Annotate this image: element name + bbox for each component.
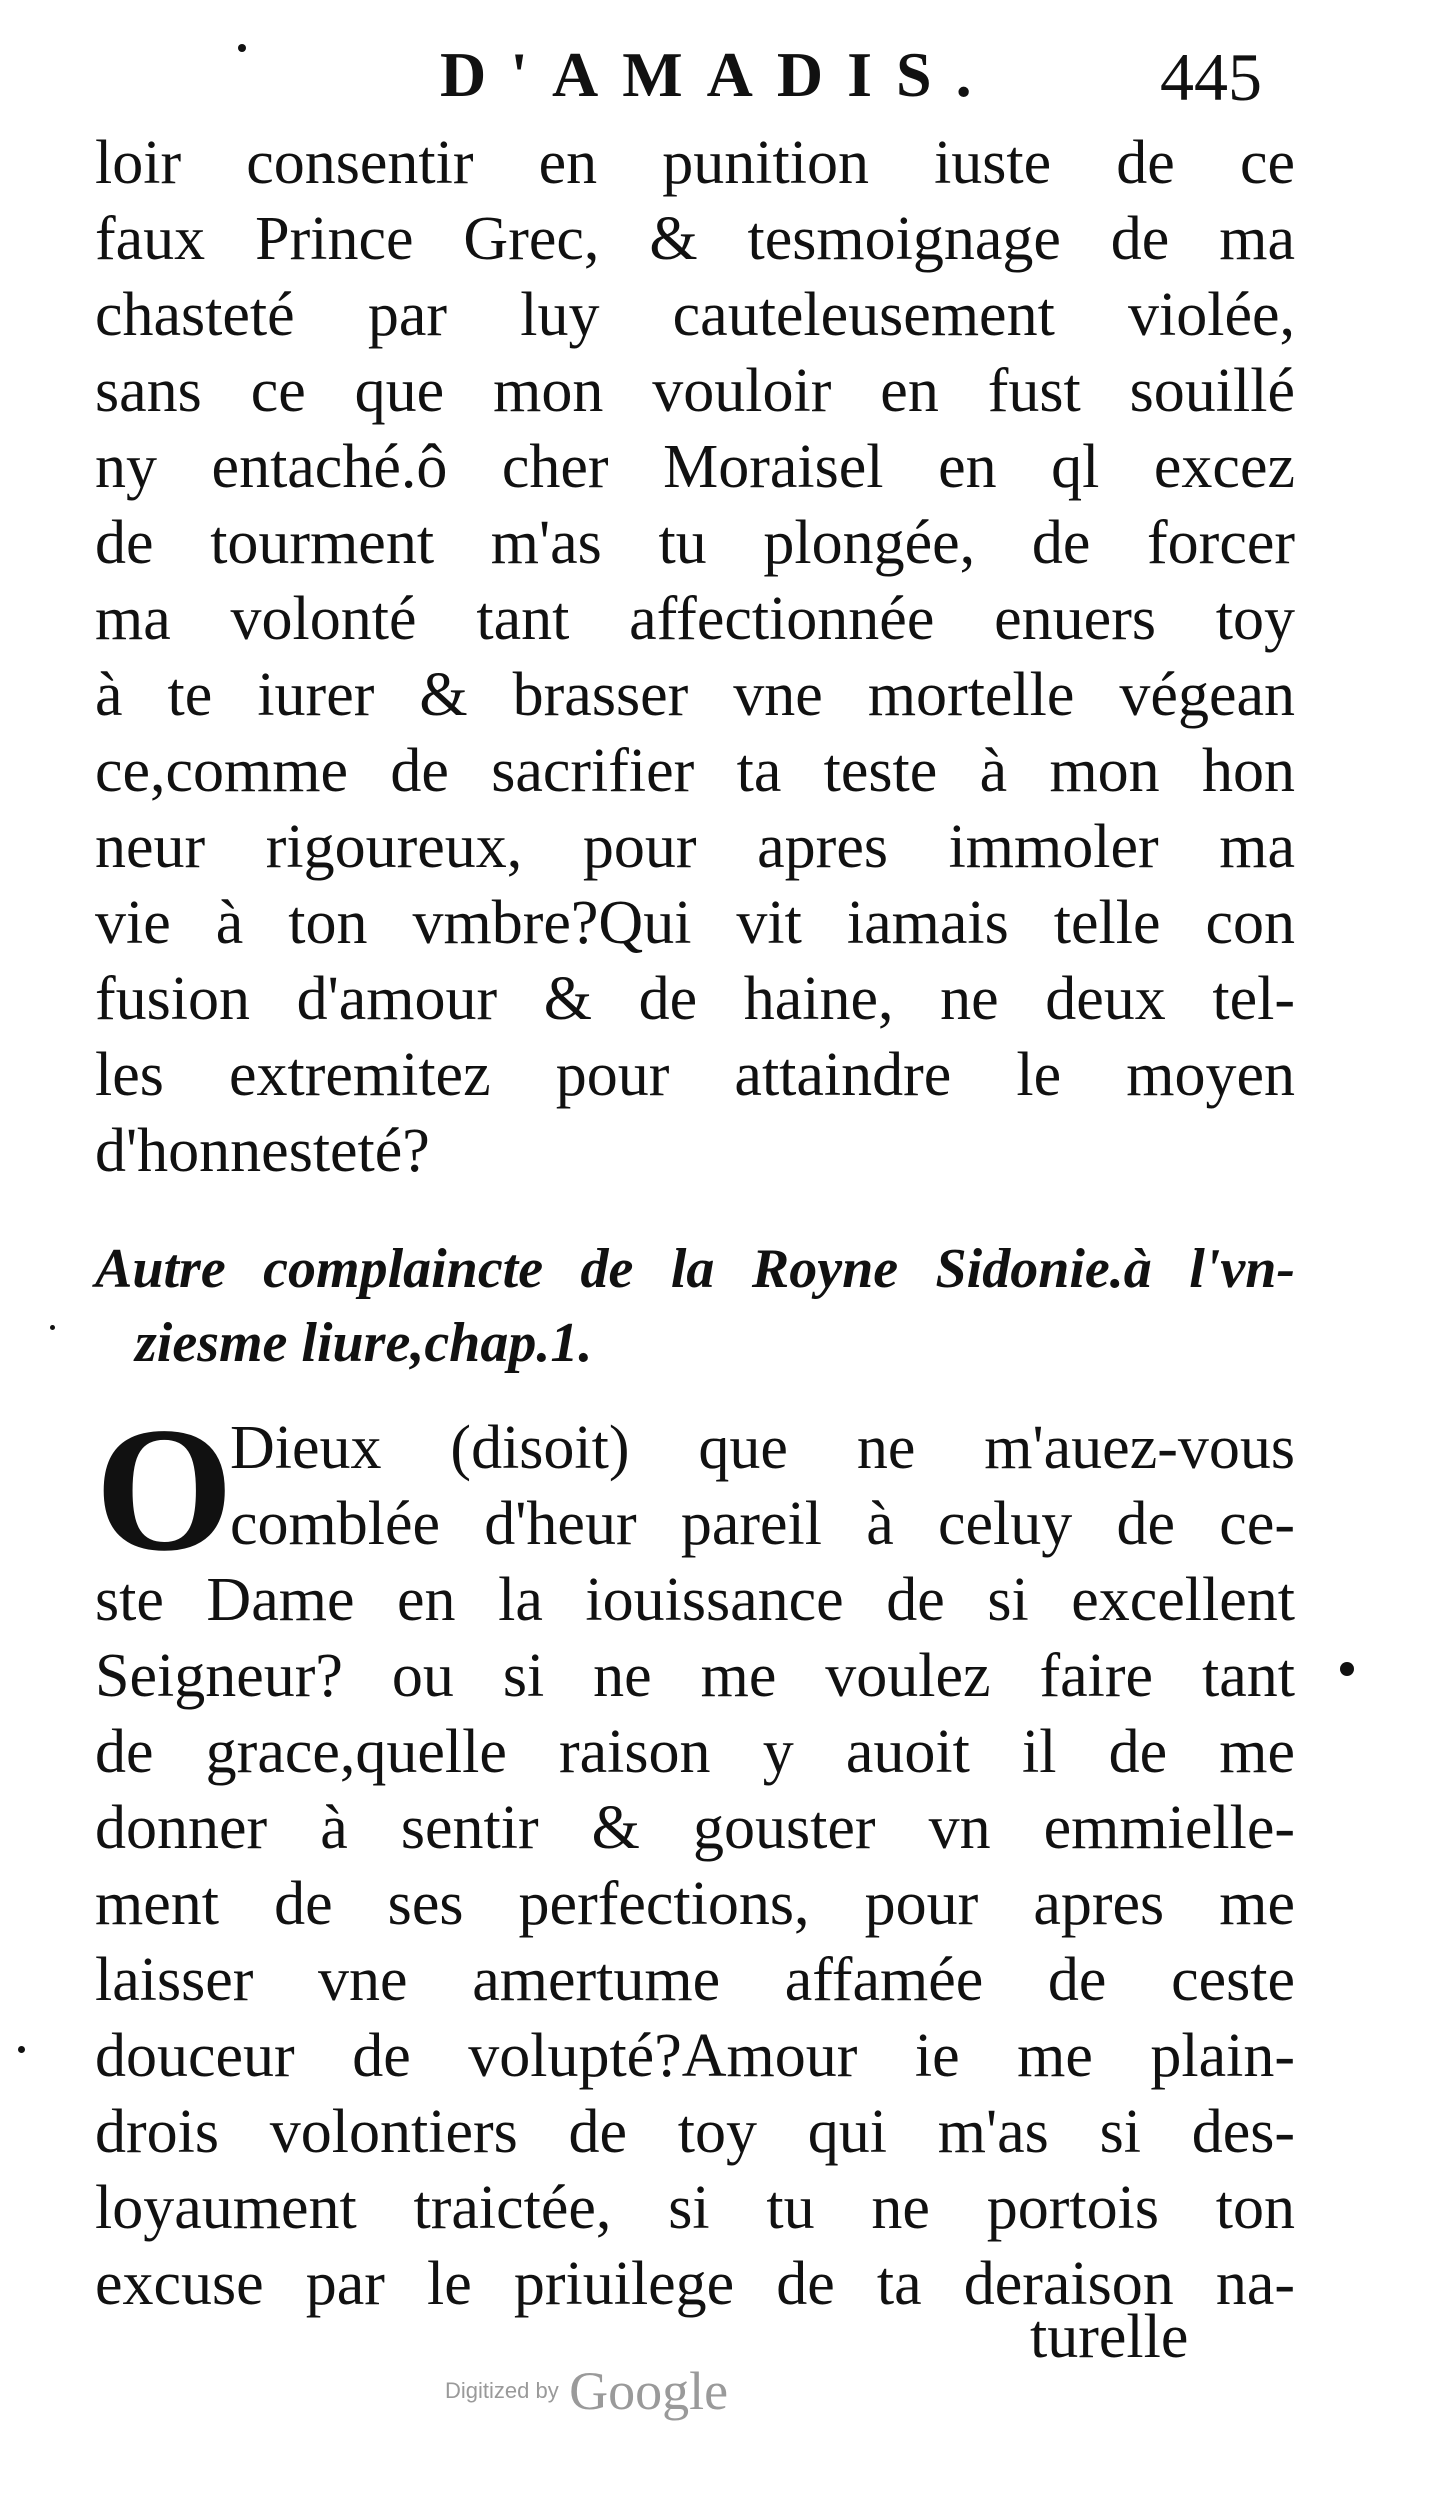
text-line: ment de ses perfections, pour apres me xyxy=(95,1870,1295,1938)
ink-speck xyxy=(238,44,246,52)
watermark-brand: Google xyxy=(569,2361,729,2421)
text-line: chasteté par luy cauteleusement violée, xyxy=(95,281,1295,349)
text-line: excuse par le priuilege de ta deraison na- xyxy=(95,2250,1295,2318)
text-line: Dieux (disoit) que ne m'auez-vous xyxy=(230,1414,1295,1482)
page-header xyxy=(0,38,1452,128)
ink-speck xyxy=(18,2046,25,2053)
text-line: les extremitez pour attaindre le moyen xyxy=(95,1041,1295,1109)
text-line: d'honnesteté? xyxy=(95,1117,430,1185)
text-line: à te iurer & brasser vne mortelle végean xyxy=(95,661,1295,729)
watermark-prefix: Digitized by xyxy=(445,2378,559,2403)
text-line: ny entaché.ô cher Moraisel en ql excez xyxy=(95,433,1295,501)
text-line: drois volontiers de toy qui m'as si des- xyxy=(95,2098,1295,2166)
ink-speck xyxy=(1340,1662,1354,1676)
text-line: neur rigoureux, pour apres immoler ma xyxy=(95,813,1295,881)
text-line: douceur de volupté?Amour ie me plain- xyxy=(95,2022,1295,2090)
running-title: D'AMADIS. xyxy=(440,39,996,110)
text-line: ma volonté tant affectionnée enuers toy xyxy=(95,585,1295,653)
heading-line: ziesme liure,chap.1. xyxy=(135,1312,593,1374)
digitized-watermark xyxy=(445,2360,728,2422)
text-line: faux Prince Grec, & tesmoignage de ma xyxy=(95,205,1295,273)
ink-speck xyxy=(50,1325,55,1330)
text-line: ce,comme de sacrifier ta teste à mon hon xyxy=(95,737,1295,805)
text-line: donner à sentir & gouster vn emmielle- xyxy=(95,1794,1295,1862)
text-line: sans ce que mon vouloir en fust souillé xyxy=(95,357,1295,425)
text-line: laisser vne amertume affamée de ceste xyxy=(95,1946,1295,2014)
text-line: Seigneur? ou si ne me voulez faire tant xyxy=(95,1642,1295,1710)
text-line: loir consentir en punition iuste de ce xyxy=(95,129,1295,197)
text-line: fusion d'amour & de haine, ne deux tel- xyxy=(95,965,1295,1033)
text-line: de tourment m'as tu plongée, de forcer xyxy=(95,509,1295,577)
passage-two xyxy=(95,1410,1295,2322)
text-line: de grace,quelle raison y auoit il de me xyxy=(95,1718,1295,1786)
catchword: turelle xyxy=(1030,2303,1189,2371)
heading-line: Autre complaincte de la Royne Sidonie.à l'vn- xyxy=(95,1238,1295,1300)
section-heading xyxy=(95,1232,1295,1380)
passage-one xyxy=(95,125,1295,1189)
text-line: comblée d'heur pareil à celuy de ce- xyxy=(230,1490,1295,1558)
drop-cap: O xyxy=(95,1390,234,1588)
page-number: 445 xyxy=(1160,39,1262,115)
text-line: ste Dame en la iouissance de si excellent xyxy=(95,1566,1295,1634)
text-line: loyaument traictée, si tu ne portois ton xyxy=(95,2174,1295,2242)
text-line: vie à ton vmbre?Qui vit iamais telle con xyxy=(95,889,1295,957)
